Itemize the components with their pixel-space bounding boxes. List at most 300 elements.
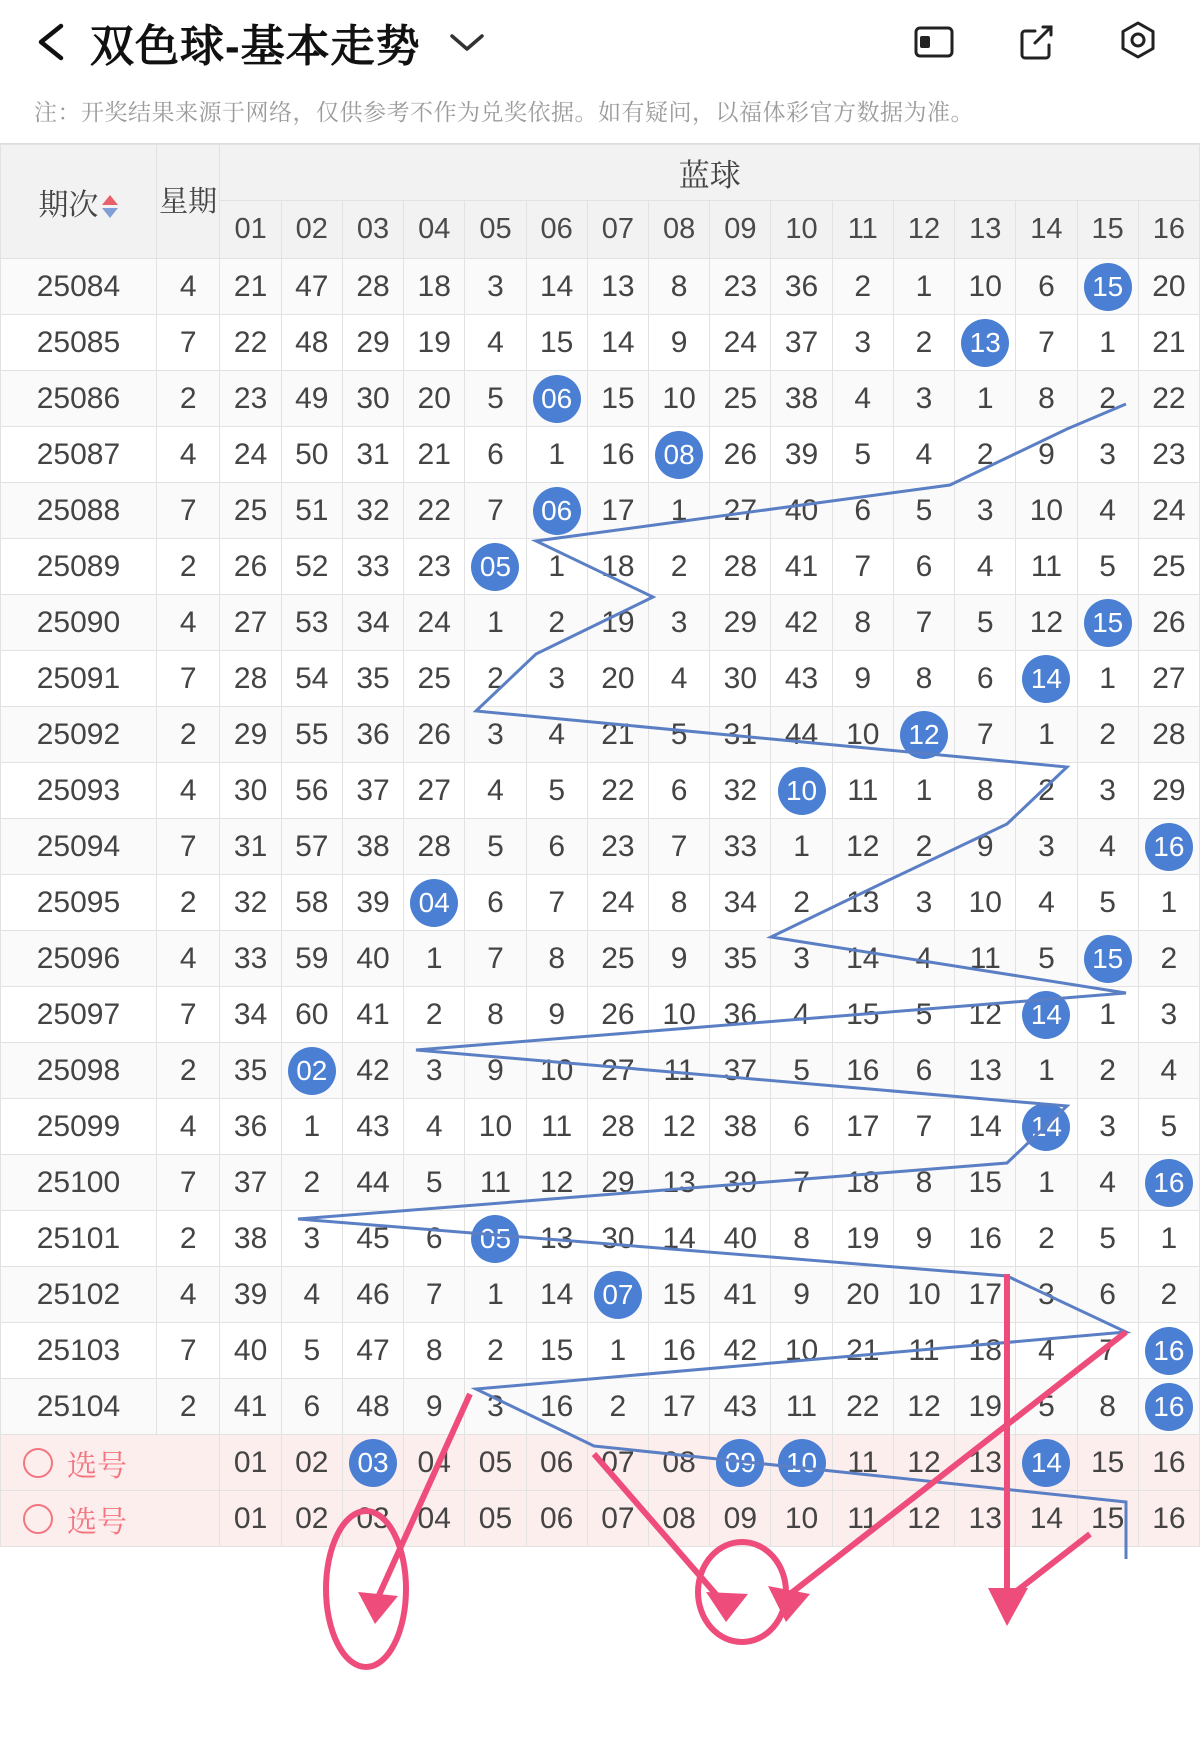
cell-number[interactable]: 2: [1016, 1211, 1077, 1267]
cell-period[interactable]: 25089: [1, 539, 157, 595]
cell-number[interactable]: 1: [526, 539, 587, 595]
cell-number[interactable]: 1: [465, 1267, 526, 1323]
cell-number[interactable]: 2: [832, 259, 893, 315]
cell-number[interactable]: 6: [771, 1099, 832, 1155]
cell-number[interactable]: 1: [1138, 875, 1199, 931]
header-col-16[interactable]: 16: [1138, 201, 1199, 259]
pick-cell[interactable]: 16: [1138, 1435, 1199, 1491]
cell-number[interactable]: 7: [649, 819, 710, 875]
cell-number[interactable]: 5: [1077, 1211, 1138, 1267]
cell-number[interactable]: 22: [587, 763, 648, 819]
cell-number[interactable]: 22: [832, 1379, 893, 1435]
cell-number[interactable]: 11: [955, 931, 1016, 987]
pick-cell[interactable]: 15: [1077, 1491, 1138, 1547]
cell-period[interactable]: 25093: [1, 763, 157, 819]
cell-number[interactable]: 7: [893, 595, 954, 651]
cell-number[interactable]: 10: [955, 259, 1016, 315]
cell-number[interactable]: 2: [955, 427, 1016, 483]
cell-number[interactable]: 38: [220, 1211, 281, 1267]
cell-number[interactable]: 46: [342, 1267, 403, 1323]
cell-number[interactable]: 11: [893, 1323, 954, 1379]
pick-cell[interactable]: 01: [220, 1435, 281, 1491]
cell-period[interactable]: 25104: [1, 1379, 157, 1435]
cell-number[interactable]: 30: [342, 371, 403, 427]
pick-cell[interactable]: 01: [220, 1491, 281, 1547]
cell-number[interactable]: 42: [771, 595, 832, 651]
cell-number[interactable]: 7: [526, 875, 587, 931]
header-col-09[interactable]: 09: [710, 201, 771, 259]
cell-number[interactable]: 40: [220, 1323, 281, 1379]
cell-number[interactable]: 3: [465, 707, 526, 763]
cell-number[interactable]: 21: [1138, 315, 1199, 371]
pick-cell[interactable]: 12: [893, 1491, 954, 1547]
cell-number[interactable]: 6: [465, 427, 526, 483]
settings-icon[interactable]: [1114, 18, 1162, 66]
cell-number[interactable]: 14: [526, 259, 587, 315]
cell-ball-highlight[interactable]: [1138, 1155, 1199, 1211]
header-col-14[interactable]: 14: [1016, 201, 1077, 259]
cell-number[interactable]: 25: [1138, 539, 1199, 595]
cell-number[interactable]: 7: [955, 707, 1016, 763]
cell-number[interactable]: 1: [587, 1323, 648, 1379]
cell-number[interactable]: 23: [587, 819, 648, 875]
cell-number[interactable]: 7: [1016, 315, 1077, 371]
pick-cell[interactable]: 06: [526, 1435, 587, 1491]
cell-number[interactable]: 7: [832, 539, 893, 595]
cell-number[interactable]: 5: [1077, 539, 1138, 595]
cell-ball-highlight[interactable]: [1138, 819, 1199, 875]
header-col-08[interactable]: 08: [649, 201, 710, 259]
cell-number[interactable]: 22: [220, 315, 281, 371]
cell-number[interactable]: 13: [587, 259, 648, 315]
cell-number[interactable]: 15: [526, 1323, 587, 1379]
cell-number[interactable]: 6: [893, 1043, 954, 1099]
pick-cell[interactable]: 09: [710, 1491, 771, 1547]
cell-ball-highlight[interactable]: [1016, 651, 1077, 707]
cell-number[interactable]: 12: [526, 1155, 587, 1211]
cell-number[interactable]: 18: [404, 259, 465, 315]
cell-ball-highlight[interactable]: [1016, 1099, 1077, 1155]
cell-number[interactable]: 11: [526, 1099, 587, 1155]
cell-number[interactable]: 39: [771, 427, 832, 483]
header-period[interactable]: [1, 145, 157, 259]
header-col-03[interactable]: 03: [342, 201, 403, 259]
pick-cell-selected[interactable]: [1016, 1435, 1077, 1491]
cell-number[interactable]: 17: [955, 1267, 1016, 1323]
cell-number[interactable]: 19: [955, 1379, 1016, 1435]
cell-number[interactable]: 41: [342, 987, 403, 1043]
cell-number[interactable]: 5: [465, 819, 526, 875]
cell-number[interactable]: 26: [404, 707, 465, 763]
cell-number[interactable]: 3: [893, 371, 954, 427]
cell-number[interactable]: 11: [832, 763, 893, 819]
cell-number[interactable]: 10: [893, 1267, 954, 1323]
cell-period[interactable]: 25101: [1, 1211, 157, 1267]
cell-number[interactable]: 3: [893, 875, 954, 931]
cell-number[interactable]: 57: [281, 819, 342, 875]
cell-number[interactable]: 1: [1077, 987, 1138, 1043]
cell-number[interactable]: 5: [465, 371, 526, 427]
cell-number[interactable]: 2: [404, 987, 465, 1043]
cell-number[interactable]: 5: [1077, 875, 1138, 931]
cell-number[interactable]: 2: [1077, 1043, 1138, 1099]
cell-number[interactable]: 16: [526, 1379, 587, 1435]
cell-number[interactable]: 9: [465, 1043, 526, 1099]
radio-icon[interactable]: [23, 1504, 53, 1534]
cell-number[interactable]: 14: [832, 931, 893, 987]
cell-number[interactable]: 20: [832, 1267, 893, 1323]
cell-number[interactable]: 2: [1138, 1267, 1199, 1323]
cell-number[interactable]: 30: [710, 651, 771, 707]
cell-number[interactable]: 30: [587, 1211, 648, 1267]
header-col-10[interactable]: 10: [771, 201, 832, 259]
pick-cell-selected[interactable]: [710, 1435, 771, 1491]
cell-number[interactable]: 6: [404, 1211, 465, 1267]
cell-number[interactable]: 8: [893, 651, 954, 707]
cell-number[interactable]: 23: [404, 539, 465, 595]
cell-number[interactable]: 24: [710, 315, 771, 371]
cell-number[interactable]: 25: [710, 371, 771, 427]
cell-number[interactable]: 5: [649, 707, 710, 763]
cell-ball-highlight[interactable]: [771, 763, 832, 819]
cell-number[interactable]: 3: [465, 259, 526, 315]
cell-number[interactable]: 22: [1138, 371, 1199, 427]
cell-period[interactable]: 25085: [1, 315, 157, 371]
chevron-down-icon[interactable]: [447, 22, 487, 62]
cell-number[interactable]: 43: [771, 651, 832, 707]
cell-number[interactable]: 34: [710, 875, 771, 931]
cell-number[interactable]: 56: [281, 763, 342, 819]
cell-number[interactable]: 36: [220, 1099, 281, 1155]
cell-number[interactable]: 1: [526, 427, 587, 483]
cell-number[interactable]: 9: [649, 315, 710, 371]
cell-number[interactable]: 2: [587, 1379, 648, 1435]
cell-number[interactable]: 39: [220, 1267, 281, 1323]
cell-number[interactable]: 1: [649, 483, 710, 539]
cell-period[interactable]: 25091: [1, 651, 157, 707]
cell-number[interactable]: 10: [649, 987, 710, 1043]
cell-period[interactable]: 25086: [1, 371, 157, 427]
cell-number[interactable]: 1: [893, 763, 954, 819]
cell-number[interactable]: 29: [220, 707, 281, 763]
cell-number[interactable]: 2: [771, 875, 832, 931]
cell-ball-highlight[interactable]: [1077, 931, 1138, 987]
pick-cell[interactable]: 04: [404, 1435, 465, 1491]
sort-icon[interactable]: [102, 195, 118, 218]
cell-number[interactable]: 6: [1077, 1267, 1138, 1323]
cell-number[interactable]: 5: [1016, 1379, 1077, 1435]
cell-number[interactable]: 33: [710, 819, 771, 875]
cell-number[interactable]: 8: [404, 1323, 465, 1379]
cell-number[interactable]: 36: [342, 707, 403, 763]
cell-period[interactable]: 25099: [1, 1099, 157, 1155]
cell-ball-highlight[interactable]: [955, 315, 1016, 371]
cell-number[interactable]: 58: [281, 875, 342, 931]
pick-cell[interactable]: 13: [955, 1491, 1016, 1547]
pick-cell[interactable]: 05: [465, 1491, 526, 1547]
cell-period[interactable]: 25090: [1, 595, 157, 651]
cell-number[interactable]: 21: [587, 707, 648, 763]
pick-cell[interactable]: 07: [587, 1435, 648, 1491]
cell-period[interactable]: 25095: [1, 875, 157, 931]
cell-period[interactable]: 25098: [1, 1043, 157, 1099]
cell-ball-highlight[interactable]: [1138, 1323, 1199, 1379]
cell-number[interactable]: 5: [893, 483, 954, 539]
cell-number[interactable]: 26: [220, 539, 281, 595]
cell-number[interactable]: 37: [710, 1043, 771, 1099]
cell-number[interactable]: 25: [404, 651, 465, 707]
cell-number[interactable]: 8: [465, 987, 526, 1043]
cell-number[interactable]: 3: [465, 1379, 526, 1435]
cell-number[interactable]: 4: [1077, 819, 1138, 875]
header-col-06[interactable]: 06: [526, 201, 587, 259]
pick-cell[interactable]: 05: [465, 1435, 526, 1491]
cell-ball-highlight[interactable]: [526, 371, 587, 427]
cell-number[interactable]: 1: [465, 595, 526, 651]
cell-number[interactable]: 3: [771, 931, 832, 987]
cell-number[interactable]: 33: [220, 931, 281, 987]
cell-number[interactable]: 28: [710, 539, 771, 595]
cell-number[interactable]: 27: [404, 763, 465, 819]
pick-cell[interactable]: 03: [342, 1491, 403, 1547]
cell-number[interactable]: 38: [342, 819, 403, 875]
cell-number[interactable]: 4: [649, 651, 710, 707]
cell-number[interactable]: 8: [649, 259, 710, 315]
cell-number[interactable]: 6: [281, 1379, 342, 1435]
cell-number[interactable]: 28: [342, 259, 403, 315]
cell-number[interactable]: 5: [1016, 931, 1077, 987]
cell-number[interactable]: 5: [832, 427, 893, 483]
cell-number[interactable]: 9: [955, 819, 1016, 875]
cell-number[interactable]: 4: [1138, 1043, 1199, 1099]
cell-number[interactable]: 12: [955, 987, 1016, 1043]
cell-number[interactable]: 2: [1016, 763, 1077, 819]
cell-number[interactable]: 20: [1138, 259, 1199, 315]
cell-number[interactable]: 8: [526, 931, 587, 987]
cell-number[interactable]: 26: [1138, 595, 1199, 651]
pick-cell[interactable]: 10: [771, 1491, 832, 1547]
cell-number[interactable]: 12: [1016, 595, 1077, 651]
cell-number[interactable]: 19: [404, 315, 465, 371]
cell-number[interactable]: 37: [342, 763, 403, 819]
cell-period[interactable]: 25092: [1, 707, 157, 763]
cell-number[interactable]: 37: [771, 315, 832, 371]
cell-number[interactable]: 48: [281, 315, 342, 371]
cell-number[interactable]: 11: [649, 1043, 710, 1099]
cell-number[interactable]: 16: [587, 427, 648, 483]
cell-number[interactable]: 4: [404, 1099, 465, 1155]
cell-number[interactable]: 5: [893, 987, 954, 1043]
cell-number[interactable]: 41: [710, 1267, 771, 1323]
cell-number[interactable]: 26: [587, 987, 648, 1043]
cell-period[interactable]: 25096: [1, 931, 157, 987]
cell-number[interactable]: 49: [281, 371, 342, 427]
cell-ball-highlight[interactable]: [1016, 987, 1077, 1043]
cell-number[interactable]: 25: [220, 483, 281, 539]
cell-ball-highlight[interactable]: [1077, 259, 1138, 315]
cell-number[interactable]: 9: [771, 1267, 832, 1323]
cell-number[interactable]: 9: [649, 931, 710, 987]
header-col-12[interactable]: 12: [893, 201, 954, 259]
header-col-11[interactable]: 11: [832, 201, 893, 259]
cell-number[interactable]: 4: [893, 931, 954, 987]
cell-number[interactable]: 9: [893, 1211, 954, 1267]
cell-number[interactable]: 15: [526, 315, 587, 371]
cell-number[interactable]: 42: [342, 1043, 403, 1099]
cell-number[interactable]: 4: [1016, 875, 1077, 931]
cell-number[interactable]: 4: [771, 987, 832, 1043]
cell-period[interactable]: 25100: [1, 1155, 157, 1211]
cell-ball-highlight[interactable]: [649, 427, 710, 483]
cell-number[interactable]: 48: [342, 1379, 403, 1435]
cell-number[interactable]: 3: [1016, 819, 1077, 875]
cell-period[interactable]: 25103: [1, 1323, 157, 1379]
cell-period[interactable]: 25094: [1, 819, 157, 875]
cell-number[interactable]: 1: [1016, 1043, 1077, 1099]
pick-cell[interactable]: 11: [832, 1491, 893, 1547]
cell-number[interactable]: 6: [893, 539, 954, 595]
header-col-15[interactable]: 15: [1077, 201, 1138, 259]
cell-number[interactable]: 12: [649, 1099, 710, 1155]
cell-number[interactable]: 29: [342, 315, 403, 371]
cell-number[interactable]: 21: [832, 1323, 893, 1379]
cell-number[interactable]: 52: [281, 539, 342, 595]
header-col-05[interactable]: 05: [465, 201, 526, 259]
cell-number[interactable]: 5: [1138, 1099, 1199, 1155]
cell-number[interactable]: 3: [649, 595, 710, 651]
split-view-icon[interactable]: [910, 18, 958, 66]
cell-period[interactable]: 25097: [1, 987, 157, 1043]
pick-cell[interactable]: 13: [955, 1435, 1016, 1491]
cell-number[interactable]: 55: [281, 707, 342, 763]
cell-number[interactable]: 17: [587, 483, 648, 539]
cell-number[interactable]: 5: [771, 1043, 832, 1099]
cell-number[interactable]: 3: [526, 651, 587, 707]
cell-number[interactable]: 27: [220, 595, 281, 651]
cell-number[interactable]: 24: [220, 427, 281, 483]
cell-number[interactable]: 2: [1138, 931, 1199, 987]
cell-number[interactable]: 4: [526, 707, 587, 763]
cell-number[interactable]: 31: [220, 819, 281, 875]
cell-number[interactable]: 2: [465, 1323, 526, 1379]
cell-number[interactable]: 5: [281, 1323, 342, 1379]
cell-number[interactable]: 12: [893, 1379, 954, 1435]
pick-cell[interactable]: 04: [404, 1491, 465, 1547]
cell-number[interactable]: 32: [710, 763, 771, 819]
cell-number[interactable]: 22: [404, 483, 465, 539]
cell-number[interactable]: 4: [832, 371, 893, 427]
cell-number[interactable]: 47: [281, 259, 342, 315]
cell-number[interactable]: 2: [281, 1155, 342, 1211]
pick-cell[interactable]: 08: [649, 1435, 710, 1491]
header-col-13[interactable]: 13: [955, 201, 1016, 259]
cell-number[interactable]: 1: [1016, 707, 1077, 763]
cell-number[interactable]: 14: [526, 1267, 587, 1323]
cell-number[interactable]: 8: [771, 1211, 832, 1267]
cell-number[interactable]: 41: [220, 1379, 281, 1435]
cell-number[interactable]: 19: [832, 1211, 893, 1267]
cell-number[interactable]: 45: [342, 1211, 403, 1267]
cell-number[interactable]: 4: [465, 315, 526, 371]
cell-number[interactable]: 1: [1016, 1155, 1077, 1211]
cell-number[interactable]: 3: [404, 1043, 465, 1099]
cell-number[interactable]: 36: [771, 259, 832, 315]
header-col-07[interactable]: 07: [587, 201, 648, 259]
cell-number[interactable]: 15: [649, 1267, 710, 1323]
cell-number[interactable]: 27: [710, 483, 771, 539]
cell-number[interactable]: 4: [1077, 1155, 1138, 1211]
cell-number[interactable]: 15: [955, 1155, 1016, 1211]
cell-number[interactable]: 4: [893, 427, 954, 483]
cell-number[interactable]: 30: [220, 763, 281, 819]
cell-number[interactable]: 26: [710, 427, 771, 483]
cell-number[interactable]: 24: [587, 875, 648, 931]
pick-cell[interactable]: 16: [1138, 1491, 1199, 1547]
cell-number[interactable]: 43: [342, 1099, 403, 1155]
cell-number[interactable]: 2: [893, 819, 954, 875]
cell-number[interactable]: 9: [1016, 427, 1077, 483]
cell-number[interactable]: 5: [955, 595, 1016, 651]
cell-number[interactable]: 12: [832, 819, 893, 875]
cell-number[interactable]: 31: [710, 707, 771, 763]
cell-number[interactable]: 4: [955, 539, 1016, 595]
cell-number[interactable]: 1: [771, 819, 832, 875]
cell-number[interactable]: 29: [587, 1155, 648, 1211]
cell-number[interactable]: 23: [1138, 427, 1199, 483]
cell-number[interactable]: 6: [526, 819, 587, 875]
cell-number[interactable]: 8: [955, 763, 1016, 819]
cell-number[interactable]: 17: [649, 1379, 710, 1435]
cell-number[interactable]: 42: [710, 1323, 771, 1379]
cell-number[interactable]: 14: [955, 1099, 1016, 1155]
cell-number[interactable]: 28: [404, 819, 465, 875]
cell-period[interactable]: 25087: [1, 427, 157, 483]
pick-row-label-cell[interactable]: [1, 1491, 220, 1547]
cell-number[interactable]: 3: [1077, 763, 1138, 819]
cell-number[interactable]: 7: [404, 1267, 465, 1323]
cell-number[interactable]: 13: [832, 875, 893, 931]
cell-number[interactable]: 6: [955, 651, 1016, 707]
cell-number[interactable]: 35: [220, 1043, 281, 1099]
header-col-02[interactable]: 02: [281, 201, 342, 259]
cell-number[interactable]: 54: [281, 651, 342, 707]
cell-ball-highlight[interactable]: [1138, 1379, 1199, 1435]
cell-period[interactable]: 25088: [1, 483, 157, 539]
pick-cell-selected[interactable]: [771, 1435, 832, 1491]
cell-number[interactable]: 11: [771, 1379, 832, 1435]
cell-number[interactable]: 36: [710, 987, 771, 1043]
cell-number[interactable]: 21: [220, 259, 281, 315]
cell-number[interactable]: 18: [955, 1323, 1016, 1379]
cell-number[interactable]: 9: [404, 1379, 465, 1435]
cell-number[interactable]: 2: [893, 315, 954, 371]
cell-number[interactable]: 6: [465, 875, 526, 931]
pick-cell[interactable]: 14: [1016, 1491, 1077, 1547]
cell-number[interactable]: 16: [955, 1211, 1016, 1267]
cell-number[interactable]: 6: [649, 763, 710, 819]
cell-number[interactable]: 1: [281, 1099, 342, 1155]
cell-number[interactable]: 21: [404, 427, 465, 483]
cell-number[interactable]: 40: [771, 483, 832, 539]
cell-number[interactable]: 6: [1016, 259, 1077, 315]
cell-number[interactable]: 10: [526, 1043, 587, 1099]
cell-number[interactable]: 10: [832, 707, 893, 763]
cell-period[interactable]: 25084: [1, 259, 157, 315]
cell-period[interactable]: 25102: [1, 1267, 157, 1323]
cell-ball-highlight[interactable]: [526, 483, 587, 539]
cell-number[interactable]: 4: [1016, 1323, 1077, 1379]
cell-number[interactable]: 20: [404, 371, 465, 427]
